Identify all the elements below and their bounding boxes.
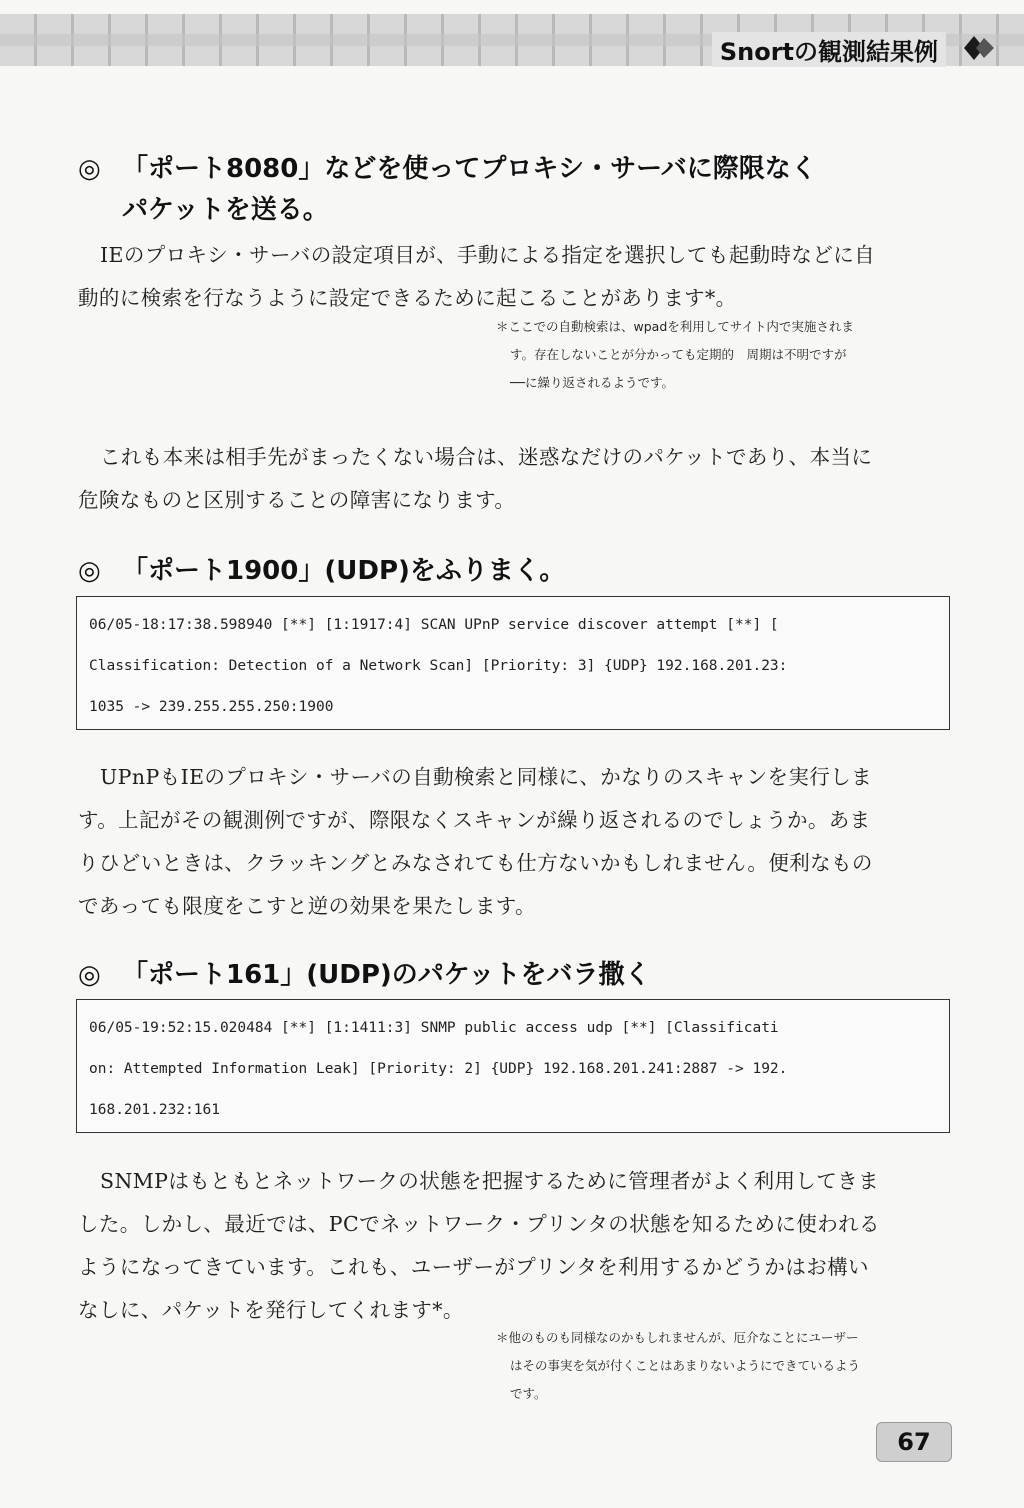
section-heading-text: 「ポート8080」などを使ってプロキシ・サーバに際限なく	[122, 154, 817, 184]
footnote-wpad	[496, 313, 958, 397]
running-header	[0, 14, 1024, 66]
snort-log-upnp	[76, 596, 950, 730]
paragraph-snmp	[78, 1160, 958, 1332]
section-heading-port1900	[78, 550, 565, 592]
double-circle-icon: ◎	[78, 154, 101, 184]
log-line: 168.201.232:161	[89, 1102, 220, 1118]
footnote-line: です。	[510, 1386, 547, 1401]
section-heading-text: 「ポート161」(UDP)のパケットをバラ撒く	[122, 960, 651, 990]
log-line: 06/05-18:17:38.598940 [**] [1:1917:4] SCAN UPnP service discover attempt [**] [	[89, 617, 779, 633]
log-line: Classification: Detection of a Network Scan] [Priority: 3] {UDP} 192.168.201.23:	[89, 658, 788, 674]
log-line: on: Attempted Information Leak] [Priority: 2] {UDP} 192.168.201.241:2887 -> 192.	[89, 1061, 788, 1077]
section-heading-port161	[78, 954, 651, 996]
diamond-ornament-icon	[950, 28, 996, 68]
footnote-line: はその事実を気が付くことはあまりないようにできているよう	[510, 1358, 861, 1373]
snort-log-snmp	[76, 999, 950, 1133]
log-line: 1035 -> 239.255.255.250:1900	[89, 699, 334, 715]
paragraph-upnp	[78, 756, 958, 928]
section-heading-port8080-line2: パケットを送る。	[122, 195, 329, 225]
paragraph-line: であっても限度をこすと逆の効果を果たします。	[78, 894, 536, 918]
footnote-line: ──に繰り返されるようです。	[510, 375, 675, 390]
paragraph-line: 動的に検索を行なうように設定できるために起こることがあります*。	[78, 286, 737, 310]
footnote-line: ＊他のものも同様なのかもしれませんが、厄介なことにユーザー	[496, 1330, 859, 1345]
paragraph-line: ようになってきています。これも、ユーザーがプリンタを利用するかどうかはお構い	[78, 1255, 869, 1279]
paragraph-ie-proxy	[78, 234, 958, 320]
paragraph-line: した。しかし、最近では、PCでネットワーク・プリンタの状態を知るために使われる	[78, 1212, 880, 1236]
section-heading-port8080	[78, 148, 817, 190]
paragraph-line: なしに、パケットを発行してくれます*。	[78, 1298, 464, 1322]
double-circle-icon: ◎	[78, 556, 101, 586]
page-number: 67	[876, 1422, 952, 1462]
paragraph-line: りひどいときは、クラッキングとみなされても仕方ないかもしれません。便利なもの	[78, 851, 873, 875]
paragraph-line: UPnPもIEのプロキシ・サーバの自動検索と同様に、かなりのスキャンを実行しま	[100, 765, 872, 789]
header-title: Snortの観測結果例	[712, 32, 946, 67]
log-line: 06/05-19:52:15.020484 [**] [1:1411:3] SNMP public access udp [**] [Classificati	[89, 1020, 779, 1036]
footnote-user-unaware	[496, 1324, 958, 1408]
paragraph-line: 危険なものと区別することの障害になります。	[78, 488, 516, 512]
paragraph-line: IEのプロキシ・サーバの設定項目が、手動による指定を選択しても起動時などに自	[100, 243, 876, 267]
footnote-line: す。存在しないことが分かっても定期的 周期は不明ですが	[510, 347, 847, 362]
paragraph-line: す。上記がその観測例ですが、際限なくスキャンが繰り返されるのでしょうか。あま	[78, 808, 871, 832]
section-heading-text: 「ポート1900」(UDP)をふりまく。	[122, 556, 566, 586]
footnote-line: ＊ここでの自動検索は、wpadを利用してサイト内で実施されま	[496, 319, 854, 334]
double-circle-icon: ◎	[78, 960, 101, 990]
paragraph-line: これも本来は相手先がまったくない場合は、迷惑なだけのパケットであり、本当に	[100, 445, 873, 469]
paragraph-nuisance	[78, 436, 958, 522]
paragraph-line: SNMPはもともとネットワークの状態を把握するために管理者がよく利用してきま	[100, 1169, 879, 1193]
